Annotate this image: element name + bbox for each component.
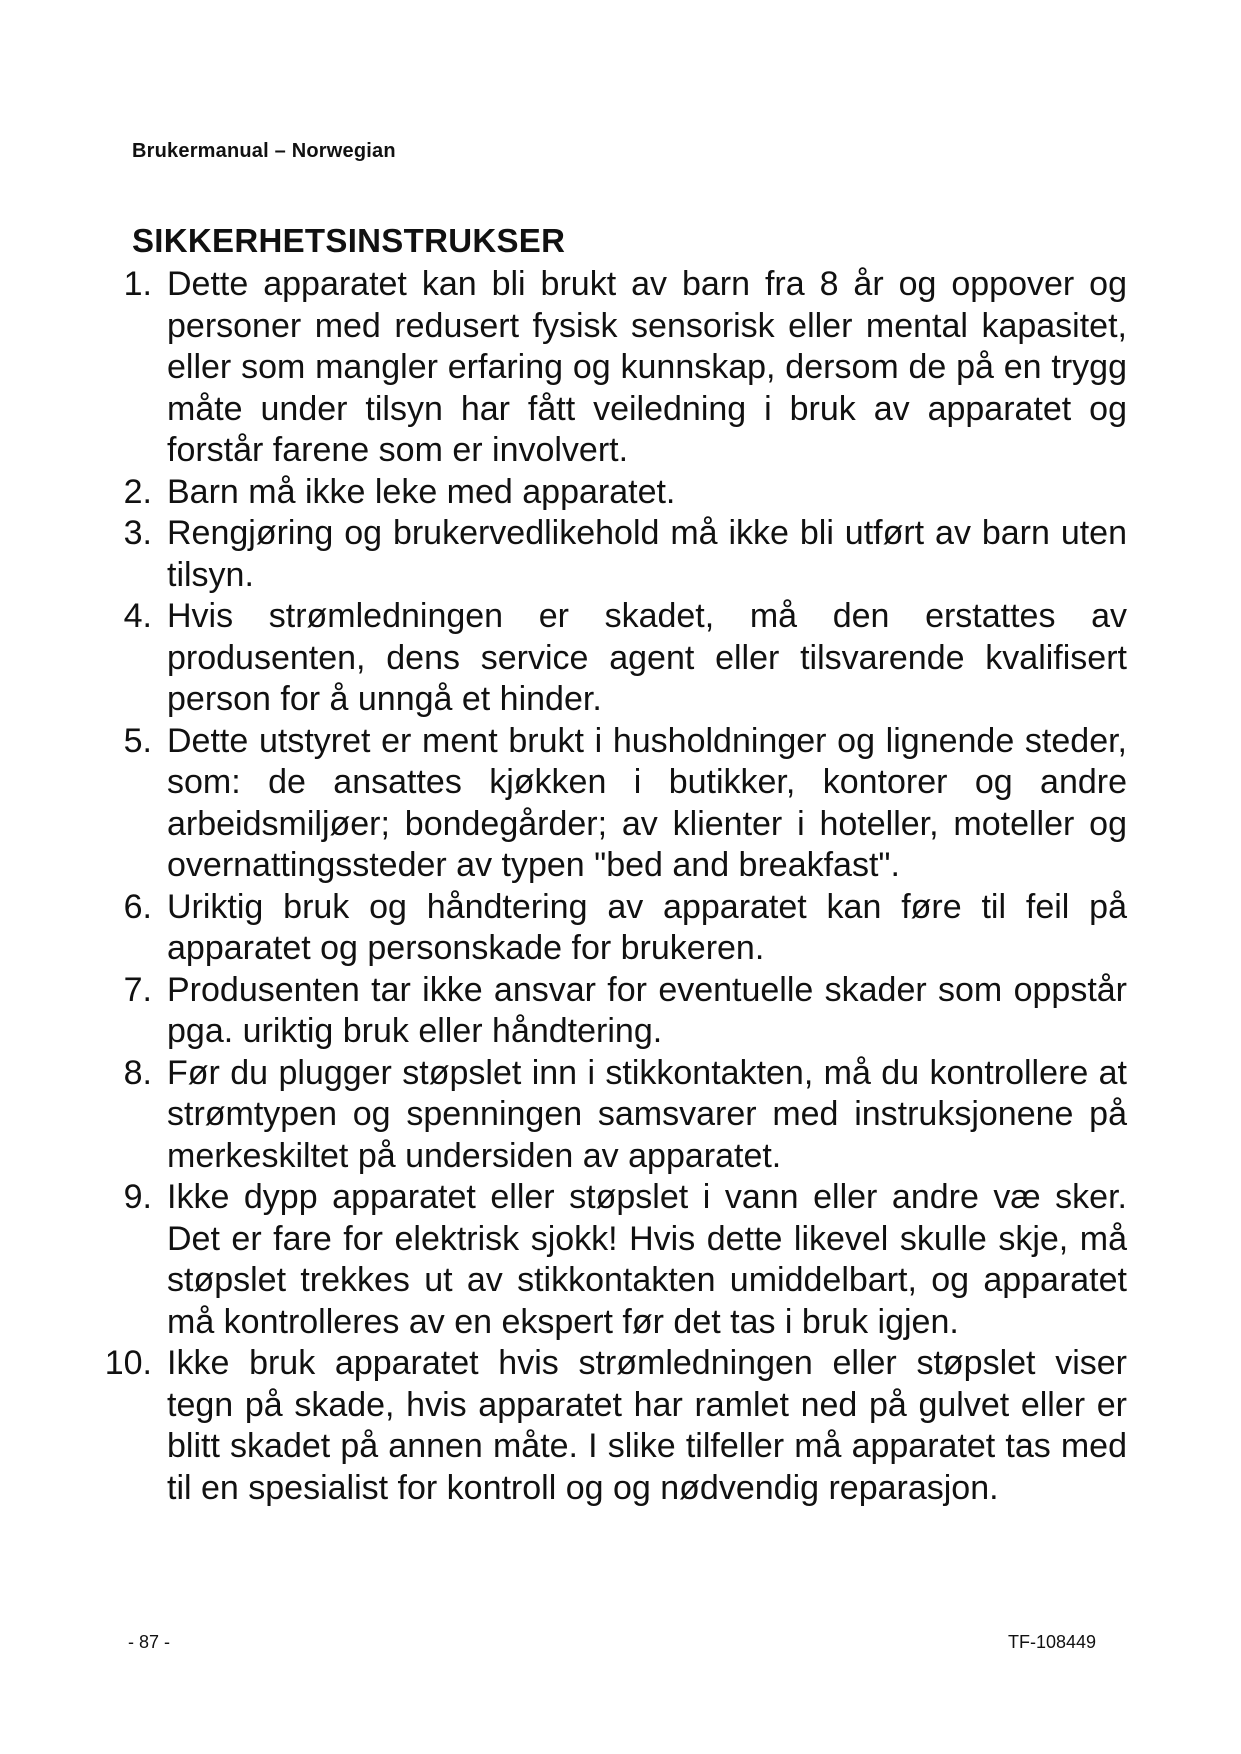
list-item: [0, 513, 1241, 596]
section-title: SIKKERHETSINSTRUKSER: [132, 222, 566, 259]
list-item: [0, 1177, 1241, 1343]
item-text: Rengjøring og brukervedlikehold må ikke bli utført av barn uten tilsyn.: [167, 514, 1127, 594]
item-text: Produsenten tar ikke ansvar for eventuelle skader som oppstår pga. uriktig bruk eller håndtering.: [167, 970, 1127, 1050]
item-number: 3.: [123, 514, 152, 552]
list-item: [0, 721, 1241, 887]
page-number: - 87 -: [128, 1632, 171, 1652]
item-number: 1.: [123, 265, 152, 303]
item-number: 2.: [123, 472, 152, 511]
list-item: [0, 970, 1241, 1053]
list-item: [0, 596, 1241, 721]
item-text: Før du plugger støpslet inn i stikkontakten, må du kontrollere at strømtypen og spenningen samsvarer med instruksjonene på merkeskiltet på undersiden av apparatet.: [167, 1053, 1127, 1175]
item-number: 7.: [123, 970, 152, 1009]
item-text: Dette utstyret er ment brukt i husholdninger og lignende steder, som: de ansattes kjøkken i butikker, kontorer og andre arbeidsmiljøer; bondegårder; av klienter i hoteller, moteller og overnattingssteder av typen "bed and breakfast".: [167, 721, 1127, 884]
list-item: [0, 264, 1241, 472]
list-item: [0, 1343, 1241, 1509]
item-text: Hvis strømledningen er skadet, må den erstattes av produsenten, dens service agent eller tilsvarende kvalifisert person for å unngå et hinder.: [167, 597, 1127, 718]
item-number: 4.: [123, 597, 152, 635]
item-number: 8.: [123, 1053, 152, 1092]
item-number: 9.: [123, 1178, 152, 1216]
item-number: 10.: [104, 1344, 152, 1382]
item-text: Ikke bruk apparatet hvis strømledningen eller støpslet viser tegn på skade, hvis apparatet har ramlet ned på gulvet eller er blitt skadet på annen måte. I slike tilfeller må apparatet tas med til en spesialist for kontroll og og nødvendig reparasjon.: [167, 1344, 1127, 1507]
list-item: [0, 887, 1241, 970]
list-item: [0, 1053, 1241, 1178]
product-code: TF-108449: [1008, 1632, 1097, 1652]
item-number: 6.: [123, 887, 152, 926]
item-text: Uriktig bruk og håndtering av apparatet kan føre til feil på apparatet og personskade for brukeren.: [167, 887, 1127, 967]
item-text: Barn må ikke leke med apparatet.: [167, 472, 676, 511]
item-text: Ikke dypp apparatet eller støpslet i vann eller andre væ sker. Det er fare for elektrisk sjokk! Hvis dette likevel skulle skje, må støpslet trekkes ut av stikkontakten umiddelbart, og apparatet må kontrolleres av en ekspert før det tas i bruk igjen.: [167, 1178, 1127, 1341]
manual-header: Brukermanual – Norwegian: [132, 140, 396, 162]
safety-instructions-list: [0, 264, 1241, 1509]
item-text: Dette apparatet kan bli brukt av barn fra 8 år og oppover og personer med redusert fysisk sensorisk eller mental kapasitet, eller som mangler erfaring og kunnskap, dersom de på en trygg måte under tilsyn har fått veiledning i bruk av apparatet og forstår farene som er involvert.: [167, 265, 1127, 469]
item-number: 5.: [123, 721, 152, 760]
list-item: [0, 472, 1241, 514]
